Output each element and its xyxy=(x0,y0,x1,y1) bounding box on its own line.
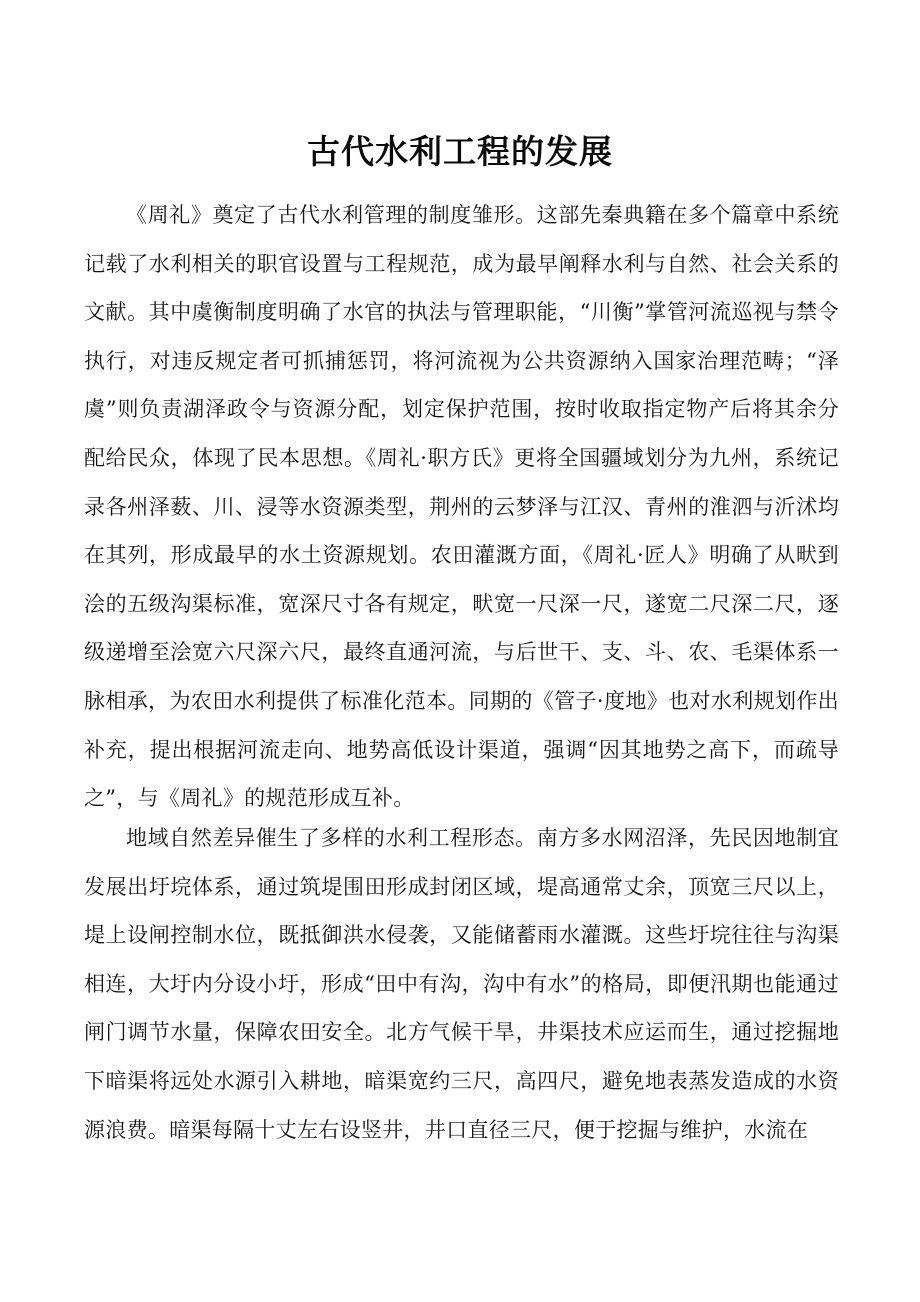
paragraph-regional-works: 地域自然差异催生了多样的水利工程形态。南方多水网沼泽，先民因地制宜发展出圩垸体系，通过筑堤围田形成封闭区域，堤高通常丈余，顶宽三尺以上，堤上设闸控制水位，既抵御洪水侵袭，又能储蓄雨水灌溉。这些圩垸往往与沟渠相连，大圩内分设小圩，形成“田中有沟，沟中有水”的格局，即便汛期也能通过闸门调节水量，保障农田安全。北方气候干旱，井渠技术应运而生，通过挖掘地下暗渠将远处水源引入耕地，暗渠宽约三尺，高四尺，避免地表蒸发造成的水资源浪费。暗渠每隔十丈左右设竖井，井口直径三尺，便于挖掘与维护，水流在 xyxy=(84,826,839,1142)
document-title: 古代水利工程的发展 xyxy=(307,132,613,171)
paragraph-zhouli: 《周礼》奠定了古代水利管理的制度雏形。这部先秦典籍在多个篇章中系统记载了水利相关的职官设置与工程规范，成为最早阐释水利与自然、社会关系的文献。其中虞衡制度明确了水官的执法与管理职能，“川衡”掌管河流巡视与禁令执行，对违反规定者可抓捕惩罚，将河流视为公共资源纳入国家治理范畴；“泽虞”则负责湖泽政令与资源分配，划定保护范围，按时收取指定物产后将其余分配给民众，体现了民本思想。《周礼·职方氏》更将全国疆域划分为九州，系统记录各州泽薮、川、浸等水资源类型，荆州的云梦泽与江汉、青州的淮泗与沂沭均在其列，形成最早的水土资源规划。农田灌溉方面，《周礼·匠人》明确了从畎到浍的五级沟渠标准，宽深尺寸各有规定，畎宽一尺深一尺，遂宽二尺深二尺，逐级递增至浍宽六尺深六尺，最终直通河流，与后世干、支、斗、农、毛渠体系一脉相承，为农田水利提供了标准化范本。同期的《管子·度地》也对水利规划作出补充，提出根据河流走向、地势高低设计渠道，强调“因其地势之高下，而疏导之”，与《周礼》的规范形成互补。 xyxy=(84,203,839,811)
